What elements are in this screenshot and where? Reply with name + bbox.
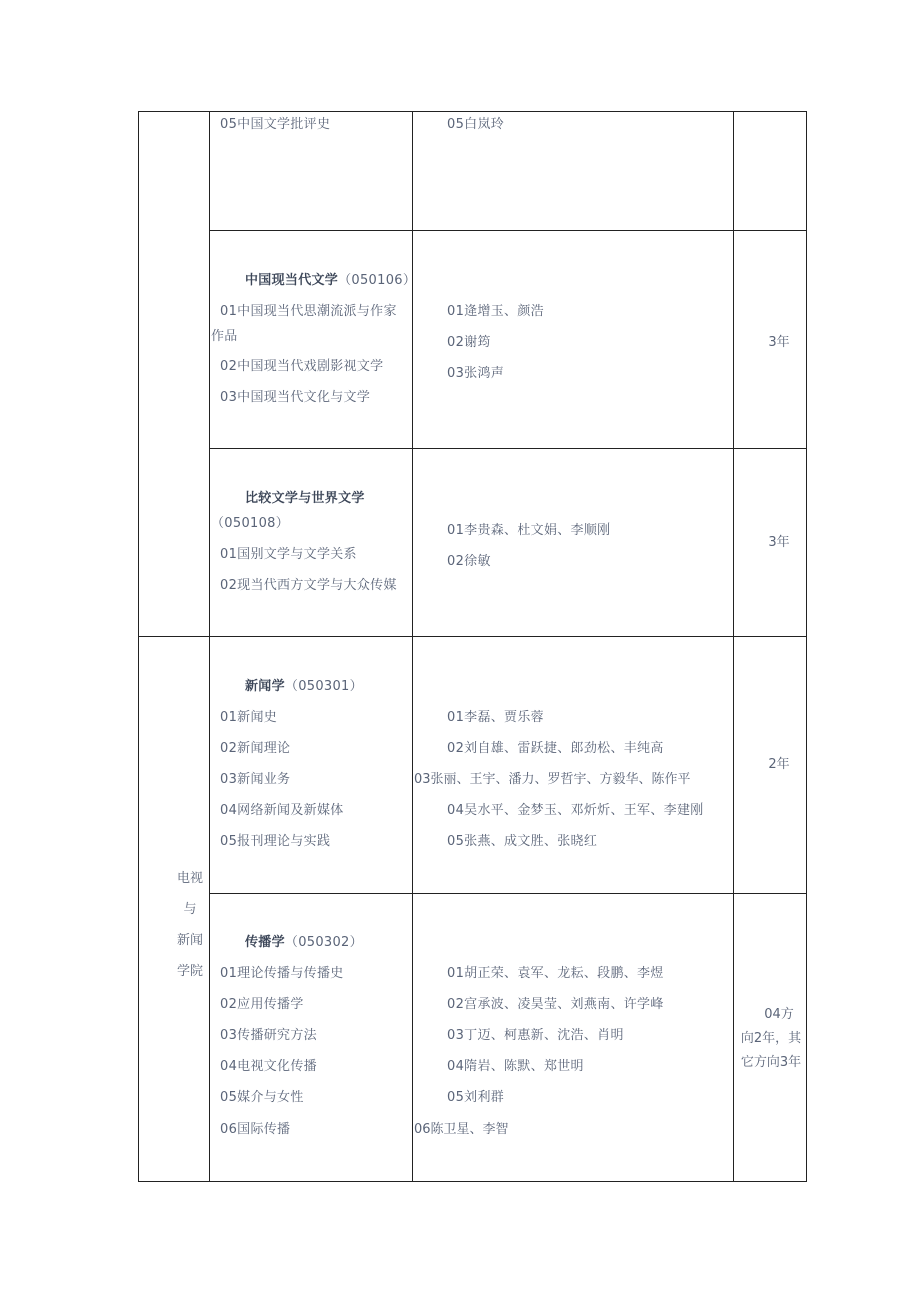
supervisor-item: 04隋岩、陈默、郑世明	[447, 1059, 584, 1074]
program-title: 传播学	[245, 935, 285, 950]
supervisor-item: 03张丽、王宇、潘力、罗哲宇、方毅华、陈作平	[414, 772, 691, 787]
duration-line: 04方	[764, 1007, 794, 1022]
direction-item: 05报刊理论与实践	[220, 834, 331, 849]
supervisor-item: 02宫承波、凌昊莹、刘燕南、许学峰	[447, 997, 664, 1012]
border-row3	[138, 636, 807, 637]
supervisor-item: 02谢筠	[447, 335, 491, 350]
duration-multiline	[736, 1003, 806, 1075]
direction-item: 05中国文学批评史	[220, 117, 331, 132]
program-heading	[245, 273, 416, 289]
border-col1	[209, 111, 210, 1182]
supervisor-item: 02徐敏	[447, 554, 491, 569]
supervisor-item: 01逄增玉、颜浩	[447, 304, 544, 319]
department-label	[154, 863, 226, 987]
direction-item: 02应用传播学	[220, 997, 304, 1012]
supervisor-item: 02刘自雄、雷跃捷、郎劲松、丰纯高	[447, 741, 664, 756]
direction-item: 01理论传播与传播史	[220, 966, 344, 981]
duration-line: 它方向3年	[740, 1055, 802, 1070]
program-code: （050302）	[284, 935, 363, 950]
department-line: 与	[183, 902, 197, 917]
supervisor-item: 03张鸿声	[447, 366, 505, 381]
duration-line: 向2年，其	[740, 1031, 802, 1046]
supervisor-item: 01李贵森、杜文娟、李顺刚	[447, 523, 611, 538]
direction-item: 01中国现当代思潮流派与作家	[220, 304, 397, 319]
duration: 3年	[768, 335, 790, 350]
supervisor-item: 04吴水平、金梦玉、邓炘炘、王军、李建刚	[447, 803, 704, 818]
department-line: 新闻	[176, 933, 203, 948]
program-heading	[245, 679, 363, 695]
supervisor-item: 05张燕、成文胜、张晓红	[447, 834, 598, 849]
department-line: 学院	[176, 964, 203, 979]
duration: 3年	[768, 535, 790, 550]
direction-item: 04电视文化传播	[220, 1059, 317, 1074]
border-row1	[209, 230, 807, 231]
direction-item: 04网络新闻及新媒体	[220, 803, 344, 818]
border-top	[138, 111, 807, 112]
supervisor-item: 01胡正荣、袁军、龙耘、段鹏、李煜	[447, 966, 664, 981]
direction-item: 03新闻业务	[220, 772, 291, 787]
duration: 2年	[768, 757, 790, 772]
program-code: （050106）	[338, 273, 417, 288]
direction-item: 作品	[211, 329, 238, 344]
direction-item: 03中国现当代文化与文学	[220, 390, 371, 405]
supervisor-item: 01李磊、贾乐蓉	[447, 710, 544, 725]
direction-item: 03传播研究方法	[220, 1028, 317, 1043]
border-row4	[209, 893, 807, 894]
direction-item: 02中国现当代戏剧影视文学	[220, 359, 384, 374]
supervisor-item: 06陈卫星、李智	[414, 1122, 509, 1137]
direction-item: 05媒介与女性	[220, 1090, 304, 1105]
direction-item: 02现当代西方文学与大众传媒	[220, 578, 397, 593]
supervisor-item: 03丁迈、柯惠新、沈浩、肖明	[447, 1028, 624, 1043]
program-heading	[245, 935, 363, 951]
border-col2	[412, 111, 413, 1182]
program-title: 中国现当代文学	[245, 273, 339, 288]
border-left	[138, 111, 139, 1182]
supervisor-item: 05白岚玲	[447, 117, 505, 132]
border-bottom	[138, 1181, 807, 1182]
supervisor-item: 05刘利群	[447, 1090, 505, 1105]
direction-item: 02新闻理论	[220, 741, 291, 756]
program-title: 比较文学与世界文学	[245, 491, 365, 506]
border-right	[806, 111, 807, 1182]
direction-item: 01新闻史	[220, 710, 278, 725]
program-title: 新闻学	[245, 679, 285, 694]
border-row2	[209, 448, 807, 449]
program-code: （050301）	[284, 679, 363, 694]
direction-item: 06国际传播	[220, 1122, 291, 1137]
program-code: （050108）	[211, 516, 290, 531]
department-line: 电视	[176, 871, 203, 886]
programs-table	[138, 111, 807, 1182]
direction-item: 01国别文学与文学关系	[220, 547, 357, 562]
border-col3	[733, 111, 734, 1182]
